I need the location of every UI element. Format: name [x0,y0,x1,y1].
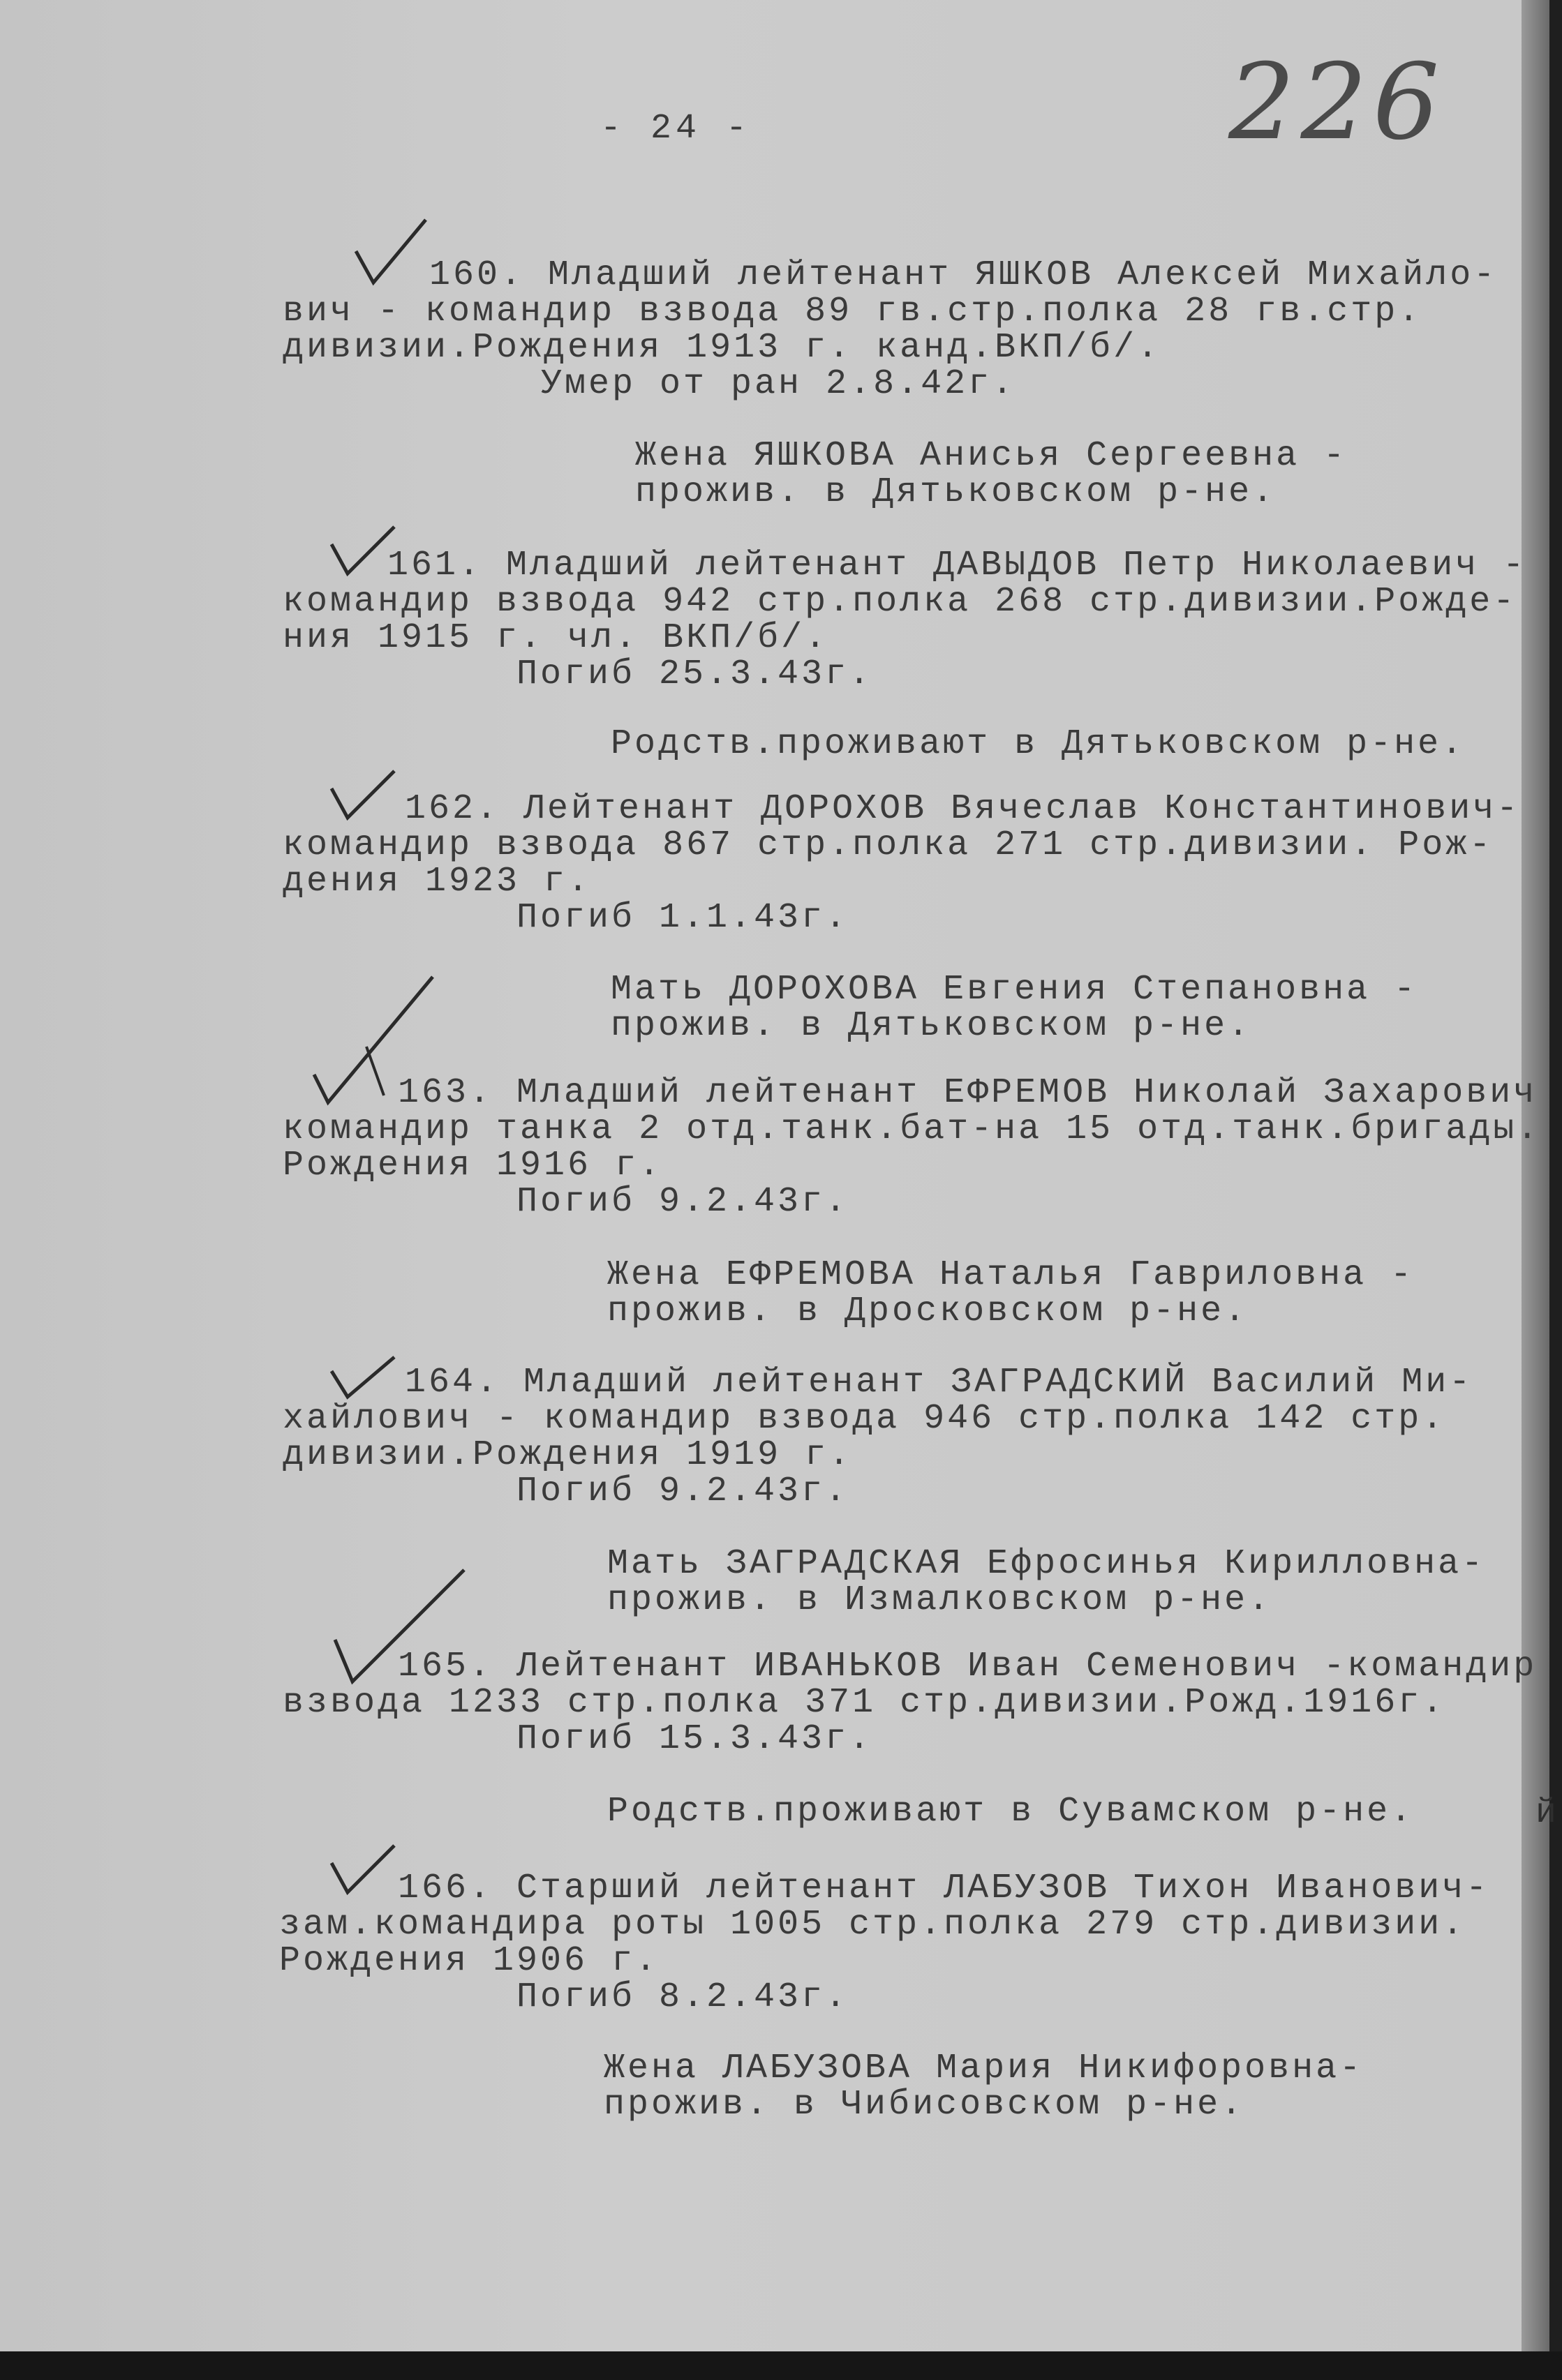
entry-fate: Погиб 8.2.43г. [516,1977,849,2017]
entry-fate: Погиб 9.2.43г. [516,1472,849,1511]
page-edge [1522,0,1549,2351]
relative-line: прожив. в Дятьковском р-не. [635,472,1277,512]
checkmark-icon [328,1842,398,1898]
entry-line: 161. Младший лейтенант ДАВЫДОВ Петр Николаевич - [387,546,1527,585]
entry-line: 163. Младший лейтенант ЕФРЕМОВ Николай Захарович [398,1073,1538,1113]
entry-fate: Умер от ран 2.8.42г. [541,364,1016,404]
entry-line: 160. Младший лейтенант ЯШКОВ Алексей Михайло- [429,255,1498,295]
checkmark-icon [349,216,433,293]
entry-line: хайлович - командир взвода 946 стр.полка 142 стр. [283,1399,1446,1439]
entry-line: взвода 1233 стр.полка 371 стр.дивизии.Рожд.1916г. [283,1683,1446,1723]
checkmark-icon [328,768,398,823]
entry-fate: Погиб 1.1.43г. [516,898,849,938]
relative-line: Жена ЛАБУЗОВА Мария Никифоровна- [604,2049,1364,2088]
entry-line: Рождения 1916 г. [283,1146,663,1185]
relative-line: Мать ДОРОХОВА Евгения Степановна - [611,970,1418,1010]
page-number: - 24 - [600,109,752,149]
entry-fate: Погиб 25.3.43г. [516,654,873,694]
relative-line: Родств.проживают в Дятьковском р-не. [611,724,1466,764]
margin-mark: й [1535,1793,1557,1833]
entry-line: командир взвода 867 стр.полка 271 стр.дивизии. Рож- [283,825,1494,865]
entry-line: 164. Младший лейтенант ЗАГРАДСКИЙ Василий Ми- [405,1363,1473,1402]
entry-line: 166. Старший лейтенант ЛАБУЗОВ Тихон Иванович- [398,1869,1490,1908]
entry-line: дивизии.Рождения 1919 г. [283,1435,853,1475]
relative-line: прожив. в Чибисовском р-не. [604,2085,1245,2125]
page-bottom-edge [0,2351,1562,2380]
relative-line: Жена ЕФРЕМОВА Наталья Гавриловна - [607,1255,1415,1295]
relative-line: прожив. в Измалковском р-не. [607,1580,1272,1620]
entry-fate: Погиб 9.2.43г. [516,1182,849,1222]
entry-line: 165. Лейтенант ИВАНЬКОВ Иван Семенович -командир [398,1647,1538,1686]
entry-line: командир взвода 942 стр.полка 268 стр.дивизии.Рожде- [283,582,1517,622]
entry-line: дения 1923 г. [283,862,592,901]
entry-line: командир танка 2 отд.танк.бат-на 15 отд.танк.бригады. [283,1109,1541,1149]
entry-line: 162. Лейтенант ДОРОХОВ Вячеслав Константинович- [405,789,1521,829]
entry-line: зам.командира роты 1005 стр.полка 279 стр.дивизии. [279,1905,1466,1945]
entry-line: ния 1915 г. чл. ВКП/б/. [283,618,829,658]
relative-line: Жена ЯШКОВА Анисья Сергеевна - [635,436,1348,476]
archive-number: 226 [1228,42,1445,163]
relative-line: прожив. в Дятьковском р-не. [611,1006,1252,1046]
entry-line: вич - командир взвода 89 гв.стр.полка 28 гв.стр. [283,292,1422,331]
relative-line: прожив. в Дросковском р-не. [607,1292,1249,1331]
relative-line: Мать ЗАГРАДСКАЯ Ефросинья Кирилловна- [607,1544,1486,1584]
relative-line: Родств.проживают в Сувамском р-не. [607,1792,1415,1832]
entry-line: дивизии.Рождения 1913 г. канд.ВКП/б/. [283,328,1161,368]
entry-line: Рождения 1906 г. [279,1941,660,1981]
entry-fate: Погиб 15.3.43г. [516,1719,873,1759]
checkmark-icon [328,1354,398,1402]
